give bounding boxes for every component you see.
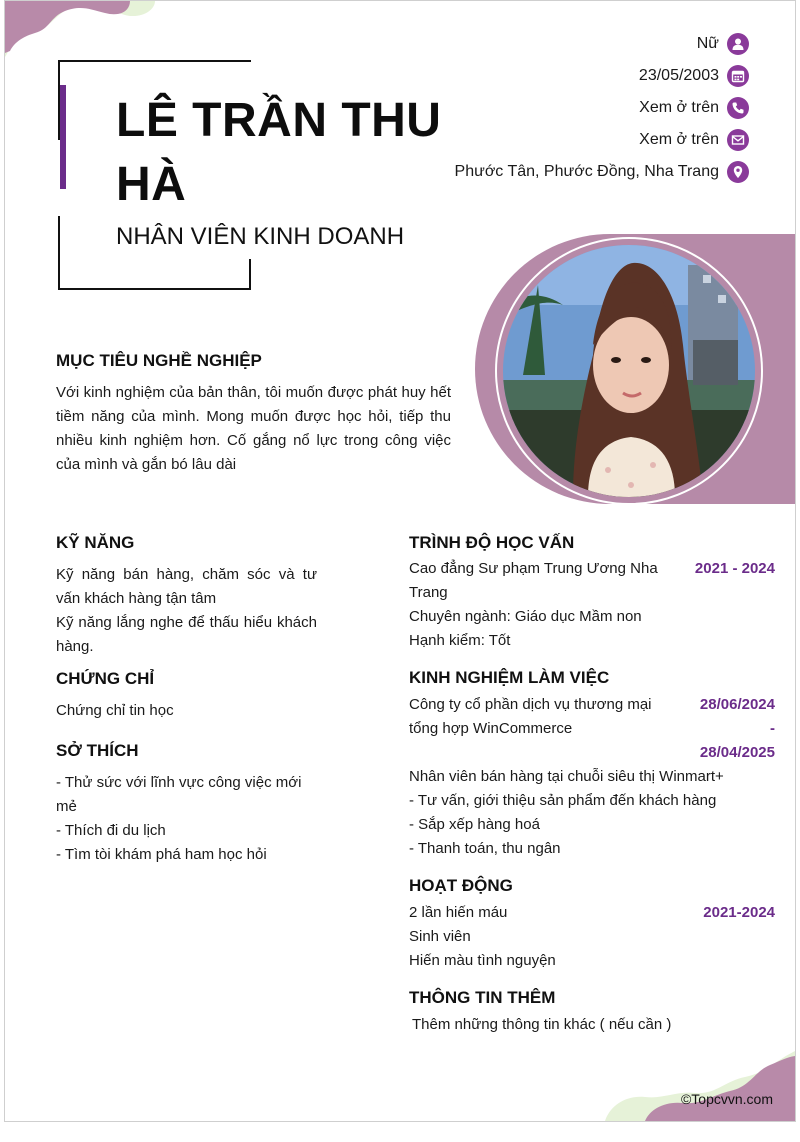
contact-address — [389, 160, 749, 184]
name-frame-left-bottom — [58, 216, 60, 290]
phone-icon — [727, 97, 749, 119]
activity-detail: Hiến màu tình nguyện — [409, 952, 556, 969]
contact-address-text: Phước Tân, Phước Đồng, Nha Trang — [454, 163, 719, 180]
name-frame-top — [58, 60, 251, 62]
hobby-item: - Tìm tòi khám phá ham học hỏi — [56, 846, 267, 863]
objective-heading: MỤC TIÊU NGHỀ NGHIỆP — [56, 351, 262, 370]
email-icon — [727, 129, 749, 151]
objective-text: Với kinh nghiệm của bản thân, tôi muốn được phát huy hết tiềm năng của mình. Mong muốn được học hỏi, tiếp thu nhiều kinh nghiệm hơn. Cố gắng nổ lực trong công việc của mình và gắn bó lâu dài — [56, 384, 451, 473]
additional-text: Thêm những thông tin khác ( nếu cần ) — [412, 1016, 672, 1033]
experience-detail: Nhân viên bán hàng tại chuỗi siêu thị Winmart+ — [409, 768, 724, 785]
experience-company: Công ty cổ phần dịch vụ thương mại tổng hợp WinCommerce — [409, 696, 652, 737]
hobbies-heading: SỞ THÍCH — [56, 741, 139, 760]
activities-heading: HOẠT ĐỘNG — [409, 876, 513, 895]
experience-detail: - Thanh toán, thu ngân — [409, 840, 561, 857]
corner-decoration-bottom-right — [605, 1051, 795, 1121]
candidate-name: LÊ TRẦN THU HÀ — [116, 94, 442, 211]
profile-photo — [503, 245, 755, 497]
contact-birthday — [389, 64, 749, 88]
contact-phone-text: Xem ở trên — [639, 99, 719, 116]
job-title: NHÂN VIÊN KINH DOANH — [116, 223, 405, 250]
hobby-item: - Thử sức với lĩnh vực công việc mới mẻ — [56, 774, 302, 815]
activity-title: 2 lần hiến máu — [409, 904, 508, 921]
education-detail: Chuyên ngành: Giáo dục Mầm non — [409, 608, 642, 625]
experience-detail: - Sắp xếp hàng hoá — [409, 816, 540, 833]
experience-period-start: 28/06/2024 — [699, 696, 775, 713]
skills-item: Kỹ năng bán hàng, chăm sóc và tư vấn khách hàng tận tâm — [56, 566, 317, 607]
hobby-item: - Thích đi du lịch — [56, 822, 166, 839]
education-detail: Hạnh kiểm: Tốt — [409, 632, 511, 649]
contact-email — [389, 128, 749, 152]
calendar-icon — [727, 65, 749, 87]
corner-decoration-top-left — [5, 1, 165, 61]
certificate-item: Chứng chỉ tin học — [56, 702, 174, 719]
additional-heading: THÔNG TIN THÊM — [409, 988, 556, 1007]
certificates-heading: CHỨNG CHỈ — [56, 669, 155, 688]
experience-period-separator: - — [770, 720, 775, 737]
contact-email-text: Xem ở trên — [639, 131, 719, 148]
name-frame-right-bottom — [249, 259, 251, 290]
education-school: Cao đẳng Sư phạm Trung Ương Nha Trang — [409, 560, 658, 601]
contact-phone — [389, 96, 749, 120]
contact-gender — [389, 32, 749, 56]
copyright-text: ©Topcvvn.com — [680, 1091, 773, 1107]
experience-detail: - Tư vấn, giới thiệu sản phẩm đến khách hàng — [409, 792, 717, 809]
education-heading: TRÌNH ĐỘ HỌC VẤN — [409, 533, 575, 552]
user-icon — [727, 33, 749, 55]
contact-gender-text: Nữ — [696, 35, 719, 52]
activity-detail: Sinh viên — [409, 928, 471, 945]
activity-period: 2021-2024 — [703, 904, 775, 921]
experience-heading: KINH NGHIỆM LÀM VIỆC — [409, 668, 610, 687]
skills-item: Kỹ năng lắng nghe để thấu hiểu khách hàng. — [56, 614, 317, 655]
name-frame-bottom — [58, 288, 251, 290]
education-period: 2021 - 2024 — [694, 560, 775, 577]
name-accent-bar — [60, 85, 66, 189]
experience-period-end: 28/04/2025 — [699, 744, 775, 761]
location-icon — [727, 161, 749, 183]
cv-page — [4, 0, 796, 1122]
skills-heading: KỸ NĂNG — [56, 533, 135, 552]
contact-birthday-text: 23/05/2003 — [638, 67, 719, 84]
